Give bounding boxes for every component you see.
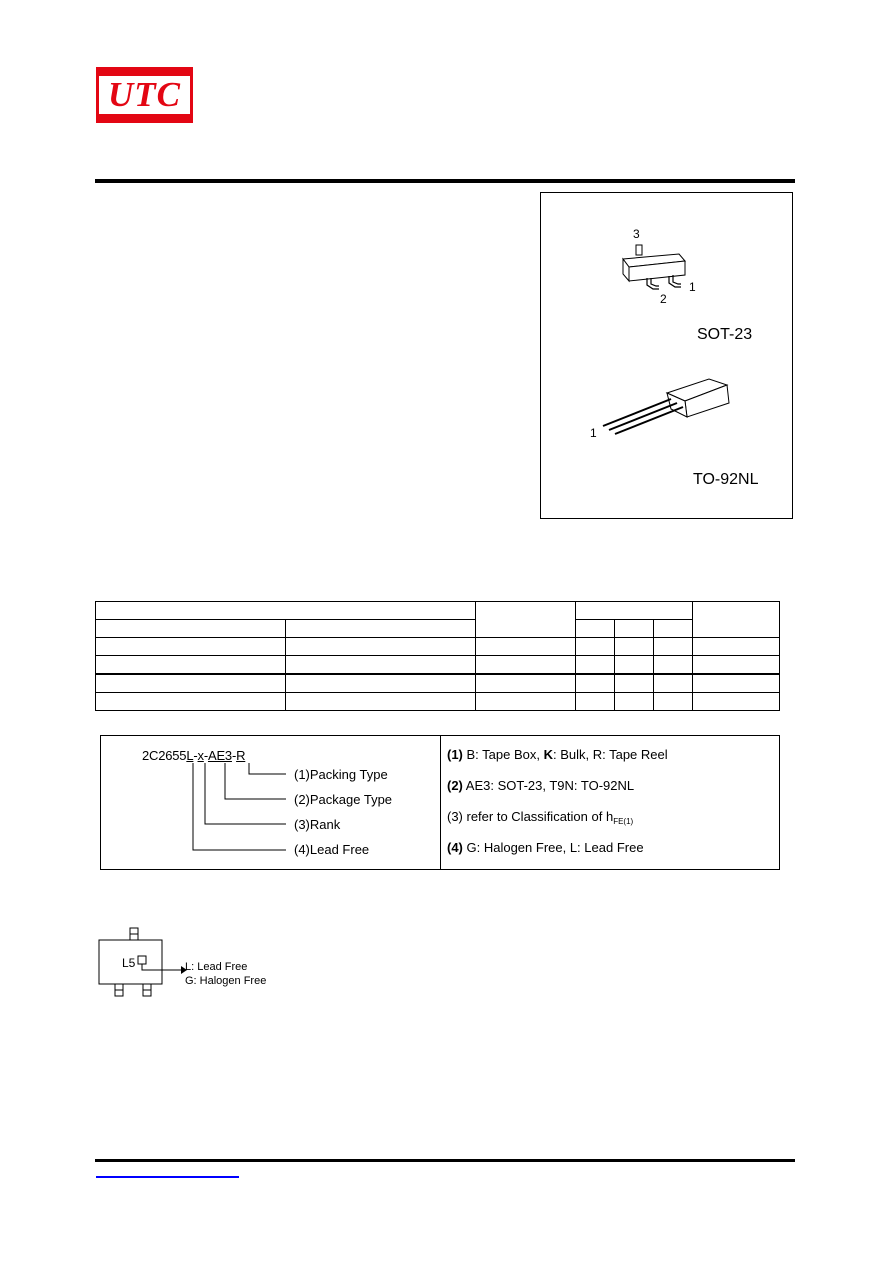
note-sub: FE(1): [613, 817, 634, 826]
note-num: (4): [447, 840, 463, 855]
logo-text: UTC: [108, 75, 181, 114]
footer-rule: [95, 1159, 795, 1162]
table-row: [96, 602, 780, 620]
note-text: B: Tape Box,: [462, 747, 544, 762]
label-lead-free: (4)Lead Free: [294, 842, 370, 857]
header-rule: [95, 179, 795, 183]
marking-diagram: [95, 925, 195, 1000]
sot23-pin3-label: 3: [633, 227, 640, 241]
part-number-box: [100, 735, 780, 870]
part-sep3: -: [231, 748, 237, 763]
to92nl-name: TO-92NL: [693, 471, 759, 488]
label-rank: (3)Rank: [294, 817, 341, 832]
table-row: [96, 638, 780, 656]
note-rank: [447, 809, 633, 826]
note-package: [447, 778, 634, 793]
note-k: K: [543, 747, 553, 762]
sot23-name: SOT-23: [697, 326, 753, 343]
note-num: (3): [447, 809, 463, 824]
note-text: G: Halogen Free, L: Lead Free: [462, 840, 644, 855]
label-package-type: (2)Package Type: [294, 792, 393, 807]
marking-legend-halogen-free: G: Halogen Free: [185, 975, 267, 987]
note-text: AE3: SOT-23, T9N: TO-92NL: [462, 778, 635, 793]
utc-logo: [96, 67, 193, 123]
note-num: (2): [447, 778, 463, 793]
note-text: refer to Classification of h: [462, 809, 614, 824]
part-prefix: 2C2655: [142, 748, 187, 763]
to92nl-pin1-label: 1: [590, 426, 597, 440]
ordering-table: [95, 601, 780, 711]
table-row: [96, 620, 780, 638]
part-number-divider: [440, 736, 441, 869]
package-box: [540, 192, 793, 519]
part-sep1: -: [193, 748, 198, 763]
to92nl-drawing: [599, 371, 739, 451]
label-packing-type: (1)Packing Type: [294, 767, 388, 782]
part-packing: R: [236, 748, 246, 763]
part-sep2: -: [203, 748, 208, 763]
part-package: AE3: [207, 748, 232, 763]
marking-legend-lead-free: L: Lead Free: [185, 961, 248, 973]
note-lead-free: [447, 840, 644, 855]
marking-code: L5: [122, 956, 136, 970]
note-text2: : Bulk, R: Tape Reel: [552, 747, 668, 762]
table-row: [96, 674, 780, 693]
table-row: [96, 656, 780, 675]
table-row: [96, 693, 780, 711]
part-lead: L: [186, 748, 194, 763]
note-num: (1): [447, 747, 463, 762]
note-packing: [447, 747, 668, 762]
sot23-pin1-label: 1: [689, 280, 696, 294]
sot23-pin2-label: 2: [660, 292, 667, 306]
part-rank: x: [197, 748, 204, 763]
website-link[interactable]: [96, 1176, 239, 1178]
